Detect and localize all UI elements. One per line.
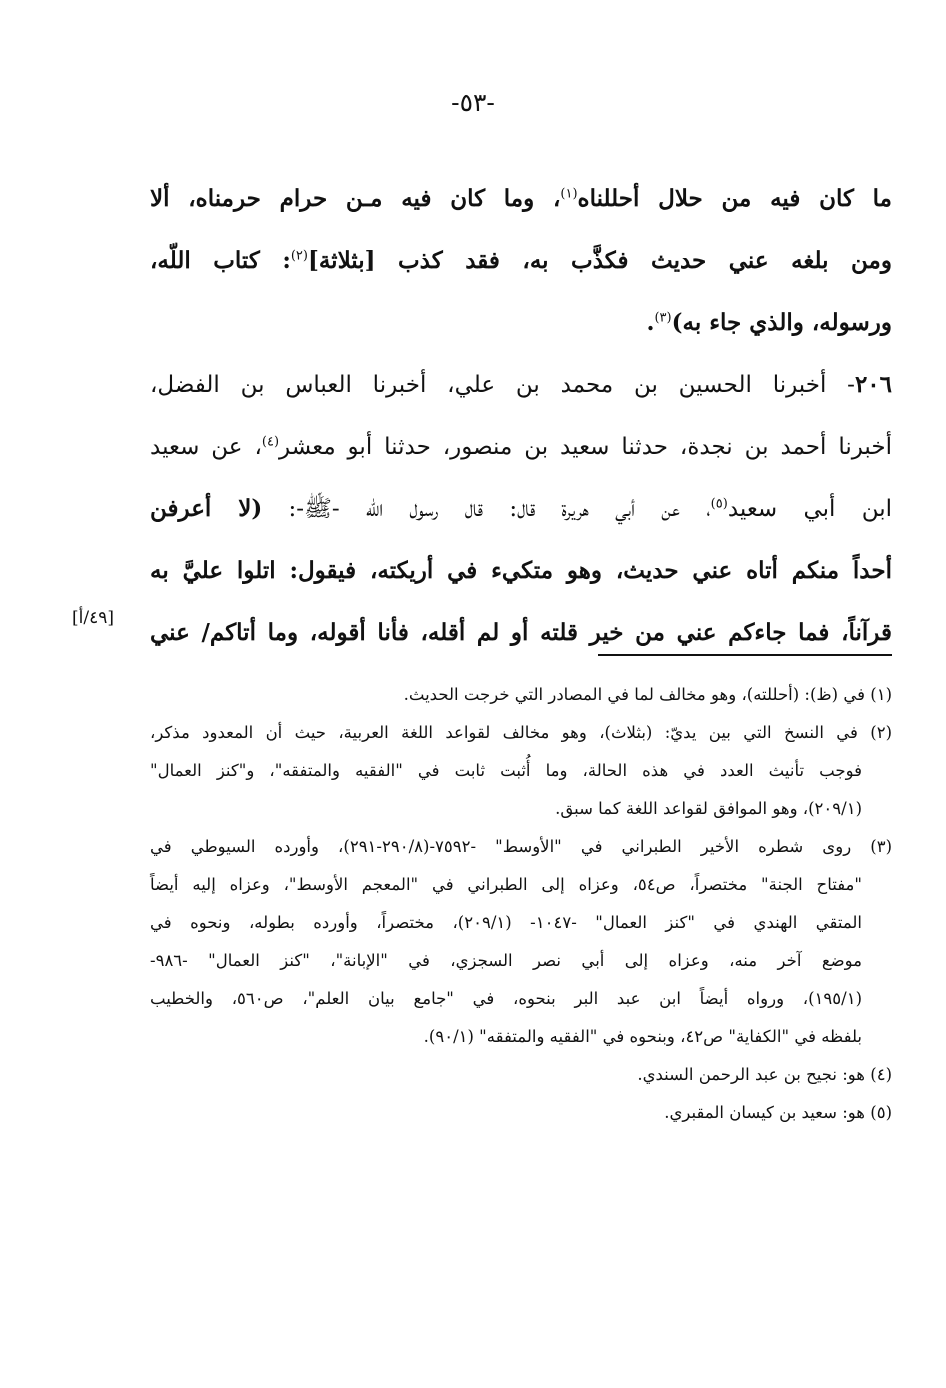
text-line (150, 478, 892, 540)
footnote-line: (١٩٥/١)، ورواه أيضاً ابن عبد البر بنحوه، في "جامع بيان العلم"، ص٥٦٠، والخطيب (150, 989, 862, 1008)
footnote-line: (٥) هو: سعيد بن كيسان المقبري. (664, 1103, 892, 1122)
footnote-marker: (٢) (290, 248, 308, 264)
footnote-line: (٢) في النسخ التي بين يديّ: (بثلاث)، وهو مخالف لقواعد اللغة العربية، حيث أن المعدود مذكر، (150, 723, 892, 742)
line-text: ، عن سعيد (150, 434, 262, 460)
text-line (150, 230, 892, 292)
footnote-line: موضع آخر منه، وعزاه إلى أبي نصر السجزي، في "الإبانة"، "كنز العمال" -٩٨٦- (150, 951, 862, 970)
page-number: -٥٣- (451, 88, 495, 117)
line-text: ما كان فيه من حلال أحللناه (577, 185, 892, 212)
line-text: ومن بلغه عني حديث فكذَّب به، فقد كذب [بثلاثة] (307, 247, 892, 274)
line-text: ، عن أبي هريرة قال: قال رسول اللّه -ﷺ-: (262, 496, 711, 522)
text-line (150, 540, 892, 602)
footnote-line: (٤) هو: نجيح بن عبد الرحمن السندي. (637, 1065, 892, 1084)
text-line (150, 416, 892, 478)
line-text: قرآناً، فما جاءكم عني من خير قلته أو لم أقله، فأنا أقوله، وما أتاكم/ عني (150, 619, 892, 646)
footnote-line: فوجب تأنيث العدد في هذه الحالة، وما أُثبت ثابت في "الفقيه والمتفقه"، و"كنز العمال" (150, 761, 862, 780)
footnote-line: بلفظه في "الكفاية" ص٤٢، وبنحوه في "الفقيه والمتفقه" (٩٠/١). (423, 1027, 862, 1046)
line-text: ابن أبي سعيد (727, 496, 893, 522)
line-text: أحداً منكم أتاه عني حديث، وهو متكيء في أريكته، فيقول: اتلوا عليَّ به (150, 557, 892, 584)
footnote-line: (٣) روى شطره الأخير الطبراني في "الأوسط" -٧٥٩٢-(٢٩٠/٨-٢٩١)، وأورده السيوطي في (150, 837, 892, 856)
footnote-divider (598, 654, 892, 656)
line-text: - أخبرنا الحسين بن محمد بن علي، أخبرنا العباس بن الفضل، (150, 372, 855, 398)
footnote-marker: (٣) (654, 310, 672, 326)
footnote-line: (١) في (ظ): (أحللته)، وهو مخالف لما في المصادر التي خرجت الحديث. (403, 685, 892, 704)
line-text: . (646, 309, 655, 336)
text-line (150, 168, 892, 230)
manuscript-folio-reference: [٤٩/أ] (72, 608, 114, 628)
line-text: أخبرنا أحمد بن نجدة، حدثنا سعيد بن منصور، حدثنا أبو معشر (279, 434, 892, 460)
footnote-line: "مفتاح الجنة" مختصراً، ص٥٤، وعزاه إلى الطبراني في "المعجم الأوسط"، وعزاه إليه أيضاً (150, 875, 862, 894)
footnote-marker: (١) (560, 186, 578, 202)
text-line (150, 292, 892, 354)
footnote-marker: (٤) (261, 434, 280, 450)
line-text: (لا أعرفن (150, 495, 263, 522)
line-text: ، وما كان فيه مـن حرام حرمناه، ألا (150, 185, 561, 212)
footnotes (150, 676, 892, 1132)
main-text (150, 168, 892, 664)
text-line (150, 354, 892, 416)
line-text: ورسوله، والذي جاء به) (671, 309, 892, 336)
footnote-line: (٢٠٩/١)، وهو الموافق لقواعد اللغة كما سبق. (555, 799, 862, 818)
line-text: : كتاب اللّه، (150, 247, 291, 274)
footnote-marker: (٥) (710, 496, 728, 512)
footnote-line: المتقي الهندي في "كنز العمال" -١٠٤٧- (٢٠٩/١)، مختصراً، وأورده بطوله، ونحوه في (150, 913, 862, 932)
hadith-number: ٢٠٦ (854, 371, 892, 398)
